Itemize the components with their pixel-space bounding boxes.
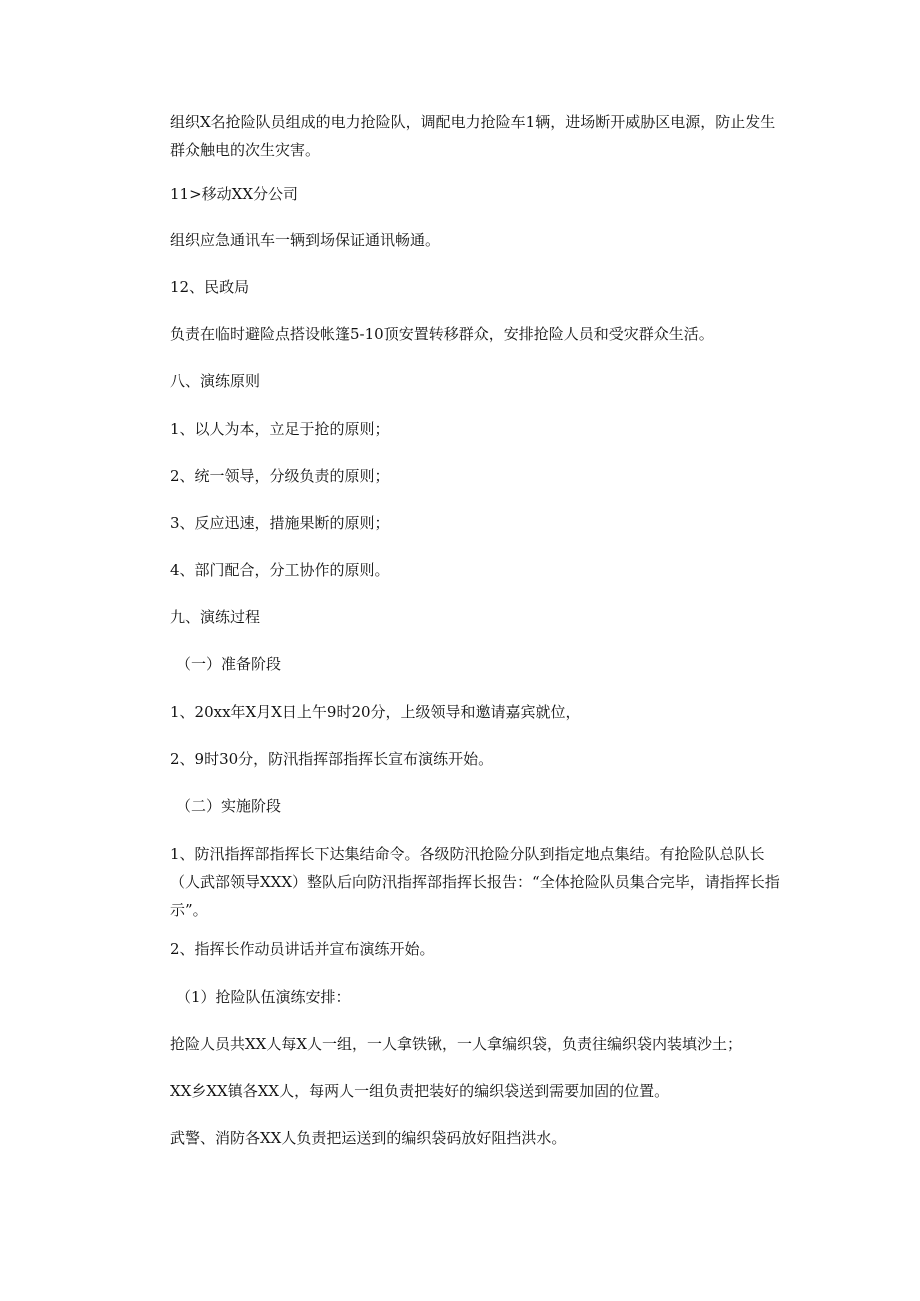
paragraph-sandbag-filling: 抢险人员共XX人每X人一组，一人拿铁锹，一人拿编织袋，负责往编织袋内装填沙土； xyxy=(170,1035,743,1053)
section-heading-process: 九、演练过程 xyxy=(170,608,261,626)
principle-item-4: 4、部门配合，分工协作的原则。 xyxy=(170,561,390,579)
implementation-item-1: 1、防汛指挥部指挥长下达集结命令。各级防汛抢险分队到指定地点集结。有抢险队总队长（人武部领导XXX）整队后向防汛指挥部指挥长报告：“全体抢险队员集合完毕，请指挥长指示”。 xyxy=(170,845,780,919)
subheading-preparation: （一）准备阶段 xyxy=(176,655,282,673)
principle-item-3: 3、反应迅速，措施果断的原则； xyxy=(170,514,390,532)
preparation-item-2: 2、9时30分，防汛指挥部指挥长宣布演练开始。 xyxy=(170,750,494,768)
implementation-item-2: 2、指挥长作动员讲话并宣布演练开始。 xyxy=(170,940,435,958)
paragraph-sandbag-transport: XX乡XX镇各XX人，每两人一组负责把装好的编织袋送到需要加固的位置。 xyxy=(170,1082,670,1100)
paragraph-electric-rescue: 组织X名抢险队员组成的电力抢险队，调配电力抢险车1辆，进场断开威胁区电源，防止发生群众触电的次生灾害。 xyxy=(170,113,776,159)
paragraph-civil-affairs: 负责在临时避险点搭设帐篷5-10顶安置转移群众，安排抢险人员和受灾群众生活。 xyxy=(170,325,714,343)
heading-mobile-branch: 11>移动XX分公司 xyxy=(170,185,299,203)
paragraph-mobile-branch: 组织应急通讯车一辆到场保证通讯畅通。 xyxy=(170,231,441,249)
paragraph-sandbag-stacking: 武警、消防各XX人负责把运送到的编织袋码放好阻挡洪水。 xyxy=(170,1129,567,1147)
preparation-item-1: 1、20xx年X月X日上午9时20分，上级领导和邀请嘉宾就位， xyxy=(170,703,581,721)
principle-item-1: 1、以人为本，立足于抢的原则； xyxy=(170,420,390,438)
subheading-team-arrangement: （1）抢险队伍演练安排： xyxy=(176,988,351,1006)
subheading-implementation: （二）实施阶段 xyxy=(176,797,282,815)
heading-civil-affairs: 12、民政局 xyxy=(170,278,250,296)
section-heading-principles: 八、演练原则 xyxy=(170,372,261,390)
principle-item-2: 2、统一领导，分级负责的原则； xyxy=(170,467,390,485)
